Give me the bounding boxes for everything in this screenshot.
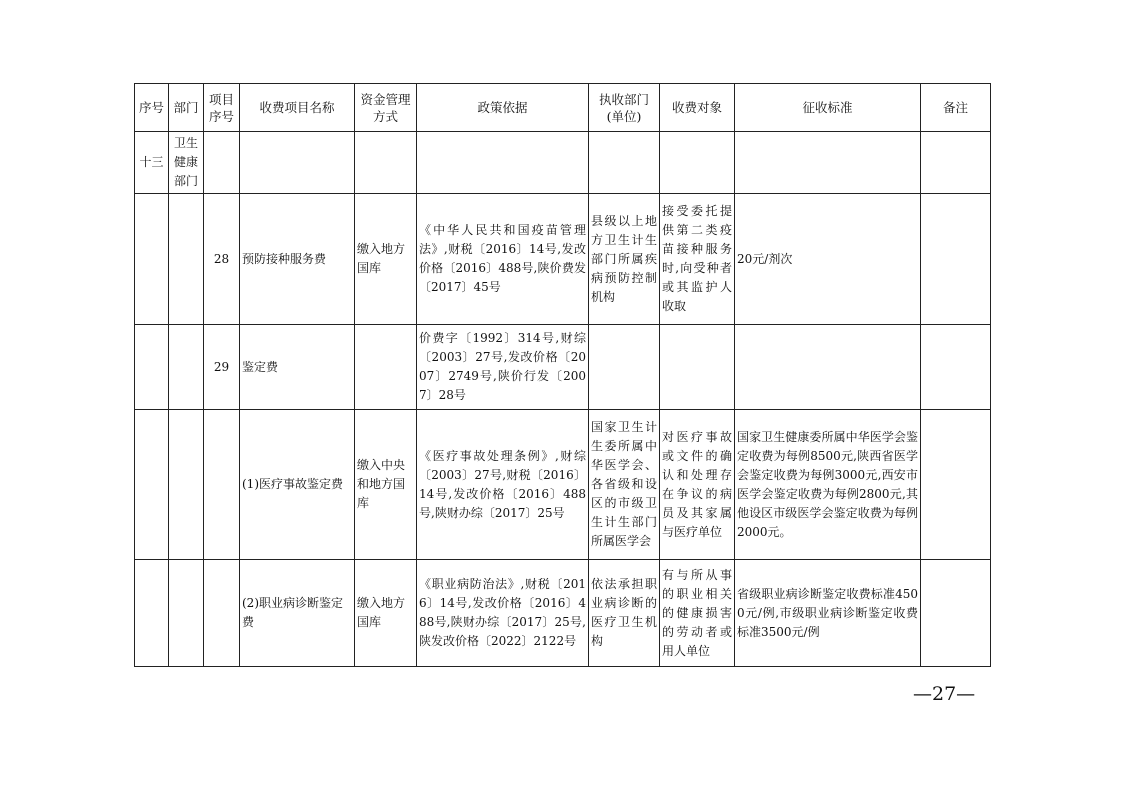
policy-basis: 《职业病防治法》,财税〔2016〕14号,发改价格〔2016〕488号,陕财办综〔2017〕25号,陕发改价格〔2022〕2122号 (417, 560, 589, 667)
empty-cell (660, 132, 735, 194)
policy-basis: 《中华人民共和国疫苗管理法》,财税〔2016〕14号,发改价格〔2016〕488号,陕价费发〔2017〕45号 (417, 194, 589, 325)
dept-seq: 十三 (135, 132, 169, 194)
item-seq (204, 410, 240, 560)
header-policy: 政策依据 (417, 84, 589, 132)
header-seq: 序号 (135, 84, 169, 132)
item-seq: 28 (204, 194, 240, 325)
page-number: —27— (913, 683, 976, 705)
dept-row (135, 132, 991, 194)
empty-cell (135, 410, 169, 560)
standard (735, 325, 921, 410)
fee-name: 鉴定费 (240, 325, 355, 410)
policy-basis: 价费字〔1992〕314号,财综〔2003〕27号,发改价格〔2007〕2749号,陕价行发〔2007〕28号 (417, 325, 589, 410)
remark (921, 410, 991, 560)
remark (921, 560, 991, 667)
target: 有与所从事的职业相关的健康损害的劳动者或用人单位 (660, 560, 735, 667)
empty-cell (240, 132, 355, 194)
empty-cell (169, 560, 204, 667)
policy-basis: 《医疗事故处理条例》,财综〔2003〕27号,财税〔2016〕14号,发改价格〔2016〕488号,陕财办综〔2017〕25号 (417, 410, 589, 560)
header-item-seq: 项目序号 (204, 84, 240, 132)
empty-cell (169, 325, 204, 410)
table-row (135, 325, 991, 410)
standard: 国家卫生健康委所属中华医学会鉴定收费为每例8500元,陕西省医学会鉴定收费为每例3000元,西安市医学会鉴定收费为每例2800元,其他设区市级医学会鉴定收费为每例2000元。 (735, 410, 921, 560)
header-dept: 部门 (169, 84, 204, 132)
collector: 国家卫生计生委所属中华医学会、各省级和设区的市级卫生计生部门所属医学会 (589, 410, 660, 560)
empty-cell (417, 132, 589, 194)
fee-name: (2)职业病诊断鉴定费 (240, 560, 355, 667)
item-seq: 29 (204, 325, 240, 410)
header-fee-name: 收费项目名称 (240, 84, 355, 132)
table-row (135, 410, 991, 560)
empty-cell (735, 132, 921, 194)
header-standard: 征收标准 (735, 84, 921, 132)
empty-cell (135, 325, 169, 410)
target: 对医疗事故或文件的确认和处理存在争议的病员及其家属与医疗单位 (660, 410, 735, 560)
collector: 依法承担职业病诊断的医疗卫生机构 (589, 560, 660, 667)
header-fund-mgmt: 资金管理方式 (355, 84, 417, 132)
empty-cell (169, 194, 204, 325)
header-target: 收费对象 (660, 84, 735, 132)
empty-cell (135, 560, 169, 667)
fund-mgmt (355, 325, 417, 410)
table-row (135, 194, 991, 325)
standard: 省级职业病诊断鉴定收费标准4500元/例,市级职业病诊断鉴定收费标准3500元/例 (735, 560, 921, 667)
fee-name: (1)医疗事故鉴定费 (240, 410, 355, 560)
fee-name: 预防接种服务费 (240, 194, 355, 325)
empty-cell (204, 132, 240, 194)
empty-cell (921, 132, 991, 194)
header-collector: 执收部门(单位) (589, 84, 660, 132)
collector (589, 325, 660, 410)
empty-cell (169, 410, 204, 560)
empty-cell (355, 132, 417, 194)
remark (921, 194, 991, 325)
target: 接受委托提供第二类疫苗接种服务时,向受种者或其监护人收取 (660, 194, 735, 325)
remark (921, 325, 991, 410)
target (660, 325, 735, 410)
fund-mgmt: 缴入地方国库 (355, 194, 417, 325)
table-header-row (135, 84, 991, 132)
empty-cell (135, 194, 169, 325)
item-seq (204, 560, 240, 667)
fund-mgmt: 缴入中央和地方国库 (355, 410, 417, 560)
fund-mgmt: 缴入地方国库 (355, 560, 417, 667)
collector: 县级以上地方卫生计生部门所属疾病预防控制机构 (589, 194, 660, 325)
table-row (135, 560, 991, 667)
empty-cell (589, 132, 660, 194)
header-remark: 备注 (921, 84, 991, 132)
dept-name: 卫生健康部门 (169, 132, 204, 194)
fee-table (134, 83, 991, 667)
standard: 20元/剂次 (735, 194, 921, 325)
